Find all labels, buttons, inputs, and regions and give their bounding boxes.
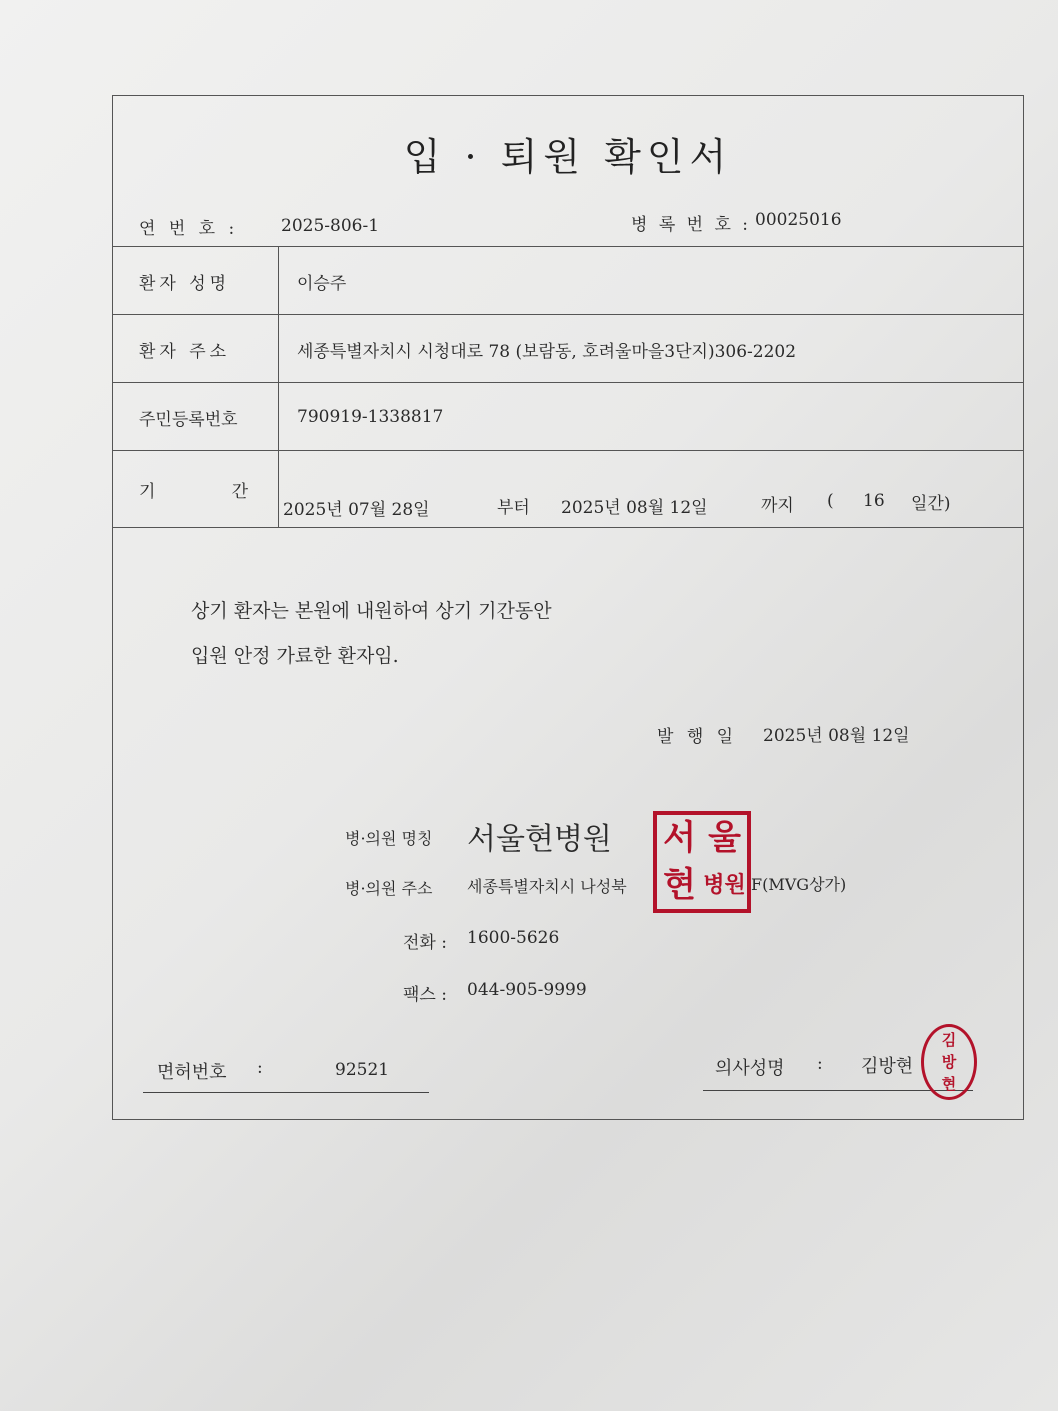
stamp-char: 병원 [703,872,746,898]
phone-label: 전화 : [403,933,447,953]
license-label: 면허번호 [157,1062,227,1083]
period-end: 2025년 08월 12일 [561,498,708,518]
fax-value: 044-905-9999 [467,980,587,1000]
doctor-name: 김방현 [861,1056,914,1077]
document-title: 입 · 퇴원 확인서 [403,135,733,179]
doctor-seal [921,1024,977,1100]
license-underline [143,1092,429,1093]
period-from: 부터 [497,498,530,518]
fax-label: 팩스 : [403,985,447,1005]
period-to: 까지 [761,496,794,516]
hospital-address-b: F(MVG상가) [751,875,847,894]
period-row [113,450,1023,528]
rrn-row [113,382,1023,451]
doctor-label: 의사성명 [715,1058,785,1079]
stamp-char: 울 [708,818,741,858]
admission-discharge-certificate [112,95,1024,1120]
serial-label: 연 번 호 : [139,219,239,239]
serial-value: 2025-806-1 [281,216,380,236]
patient-name-label: 환자 성명 [113,247,279,315]
stamp-char: 서 [663,818,696,858]
patient-address-label: 환자 주소 [113,315,279,383]
seal-char: 현 [941,1075,957,1093]
period-open: ( [827,491,834,511]
issue-date: 2025년 08월 12일 [763,726,910,746]
stamp-char: 현 [663,865,696,905]
hospital-name: 서울현병원 [467,822,612,857]
period-start: 2025년 07월 28일 [283,500,430,520]
period-label-b: 간 [231,481,252,502]
record-value: 00025016 [755,210,842,230]
hospital-name-label: 병·의원 명칭 [345,829,433,848]
phone-value: 1600-5626 [467,928,560,948]
patient-address-row [113,314,1023,383]
hospital-stamp [653,811,751,913]
hospital-address-label: 병·의원 주소 [345,879,433,898]
patient-name-value: 이승주 [297,273,347,294]
hospital-address-a: 세종특별자치시 나성북 [467,877,627,896]
record-label: 병 록 번 호 : [631,215,752,235]
seal-char: 방 [941,1053,957,1071]
patient-name-row [113,246,1023,315]
license-sep: : [257,1058,263,1078]
issue-label: 발 행 일 [657,727,738,747]
period-label [113,451,279,527]
period-unit: 일간) [911,494,951,514]
statement-line2: 입원 안정 가료한 환자임. [191,645,399,667]
period-label-a: 기 [139,481,160,502]
seal-char: 김 [941,1031,957,1049]
patient-address-value: 세종특별자치시 시청대로 78 (보람동, 호려울마을3단지)306-2202 [297,341,797,362]
period-days: 16 [863,491,885,511]
rrn-value: 790919-1338817 [297,407,444,427]
license-value: 92521 [335,1060,390,1080]
rrn-label: 주민등록번호 [113,383,279,451]
doctor-sep: : [817,1054,823,1074]
statement-line1: 상기 환자는 본원에 내원하여 상기 기간동안 [191,600,552,622]
